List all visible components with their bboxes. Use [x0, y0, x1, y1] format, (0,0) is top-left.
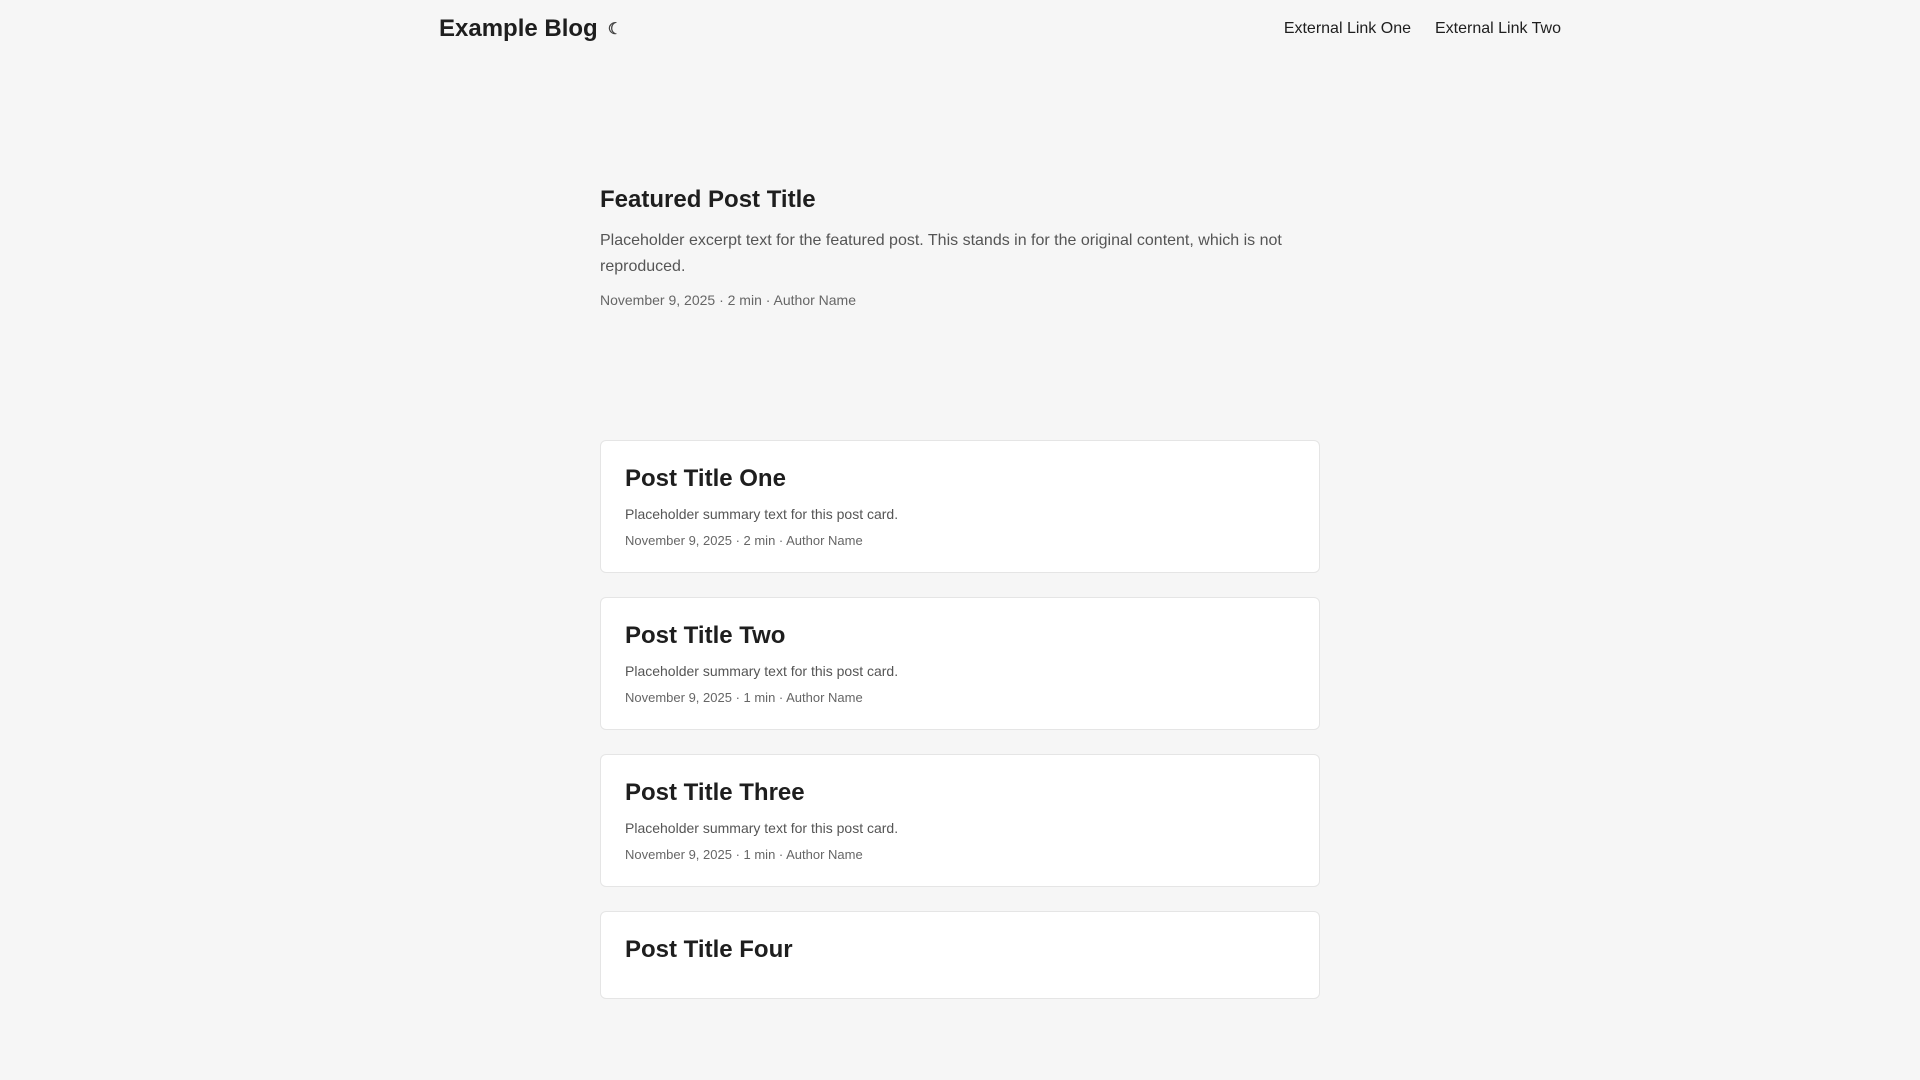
- nav-links: [1284, 20, 1561, 38]
- post-card[interactable]: [600, 597, 1320, 730]
- featured-excerpt: Placeholder excerpt text for the featured post. This stands in for the original content, which is not reproduced.: [600, 232, 1282, 275]
- post-card[interactable]: [600, 754, 1320, 887]
- post-list: [600, 440, 1320, 999]
- post-card[interactable]: [600, 440, 1320, 573]
- theme-toggle-icon[interactable]: ☾: [607, 21, 623, 38]
- featured-title[interactable]: Featured Post Title: [600, 186, 816, 213]
- post-title[interactable]: Post Title Two: [625, 622, 786, 649]
- featured-post[interactable]: [600, 186, 1320, 308]
- post-excerpt: Placeholder summary text for this post card.: [625, 820, 899, 836]
- post-meta: November 9, 2025 · 1 min · Author Name: [625, 847, 863, 862]
- post-card[interactable]: [600, 911, 1320, 999]
- site-logo[interactable]: [439, 15, 622, 43]
- nav-link-1[interactable]: External Link One: [1283, 20, 1411, 37]
- post-title[interactable]: Post Title Four: [625, 936, 793, 963]
- post-title[interactable]: Post Title Three: [625, 779, 805, 806]
- post-excerpt: Placeholder summary text for this post card.: [625, 663, 899, 679]
- site-title[interactable]: Example Blog: [439, 15, 598, 42]
- post-meta: November 9, 2025 · 2 min · Author Name: [625, 533, 863, 548]
- nav-link-2[interactable]: External Link Two: [1435, 20, 1561, 37]
- post-meta: November 9, 2025 · 1 min · Author Name: [625, 690, 863, 705]
- site-header: [0, 0, 1920, 58]
- post-excerpt: Placeholder summary text for this post card.: [625, 506, 899, 522]
- post-title[interactable]: Post Title One: [625, 465, 786, 492]
- featured-meta: November 9, 2025 · 2 min · Author Name: [600, 292, 857, 308]
